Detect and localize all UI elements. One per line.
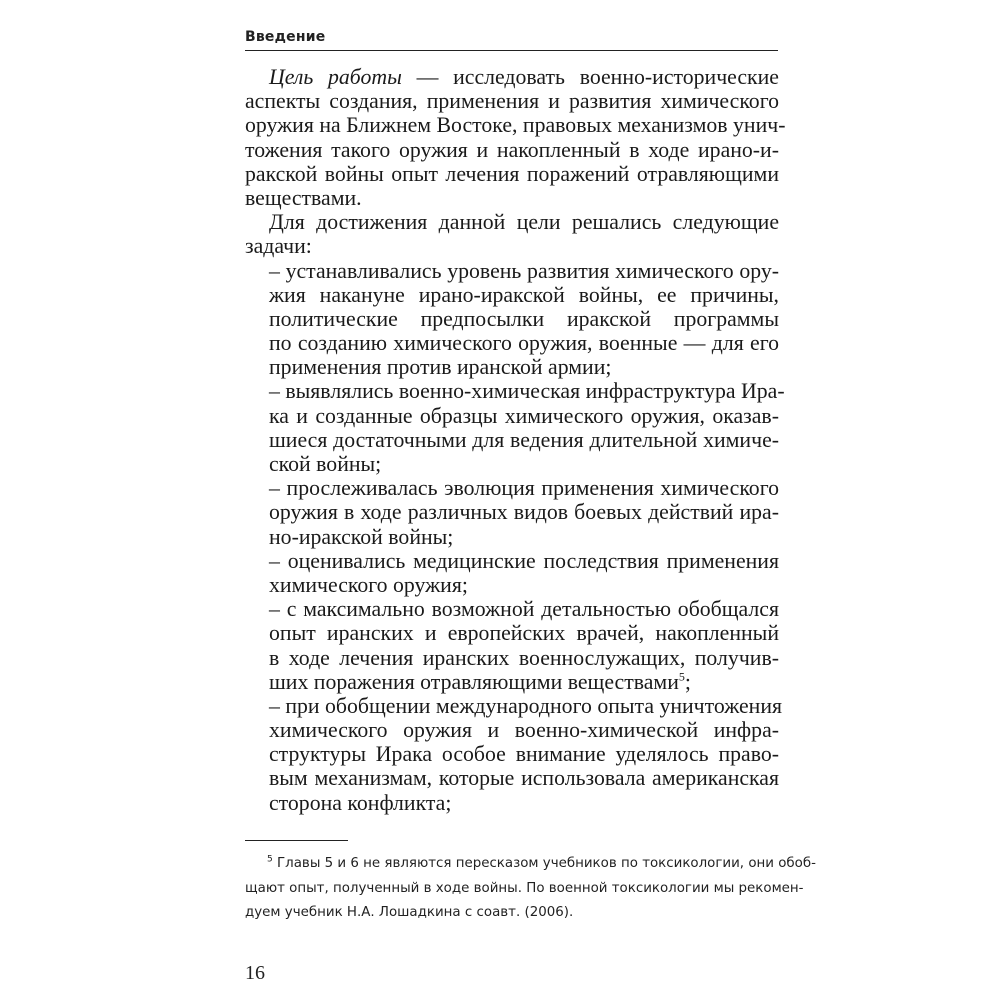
footnote-line <box>245 852 816 877</box>
list-item-text: ших поражения отравляющими веществами <box>269 669 679 694</box>
page-number: 16 <box>245 962 265 984</box>
paragraph-line: ракской войны опыт лечения поражений отравляющими <box>245 161 779 186</box>
list-item-line: но-иракской войны; <box>269 524 454 549</box>
list-item-tail: ; <box>684 669 691 694</box>
list-item-line: жия накануне ирано-иракской войны, ее причины, <box>269 282 779 307</box>
header-rule <box>245 50 778 51</box>
footnote-text: Главы 5 и 6 не являются пересказом учебников по токсикологии, они обоб- <box>272 856 816 871</box>
list-item-line: опыт иранских и европейских врачей, накопленный <box>269 621 779 646</box>
list-item-line: – прослеживалась эволюция применения химического <box>269 476 779 501</box>
list-item-line: ской войны; <box>269 452 382 476</box>
list-item-line: политические предпосылки иракской программы <box>269 306 779 331</box>
paragraph-line <box>245 65 779 89</box>
footnote <box>245 852 816 926</box>
footnote-line: дуем учебник Н.А. Лошадкина с соавт. (2006). <box>245 905 574 921</box>
paragraph-line: задачи: <box>245 234 312 259</box>
footnote-marker: 5 <box>267 854 273 865</box>
list-item-line: – устанавливались уровень развития химического ору- <box>269 258 779 283</box>
list-item-line: применения против иранской армии; <box>269 355 612 380</box>
list-item-line <box>245 670 779 694</box>
list-item-line: – оценивались медицинские последствия применения <box>269 548 779 573</box>
paragraph-line: тожения такого оружия и накопленный в ходе ирано-и- <box>245 137 779 162</box>
paragraph-line: веществами. <box>245 185 362 210</box>
italic-lead: Цель работы <box>269 65 402 89</box>
paragraph-line: аспекты создания, применения и развития химического <box>245 89 779 114</box>
footnote-reference: 5 <box>678 669 685 684</box>
paragraph-text: — исследовать военно-исторические <box>401 65 779 89</box>
list-item-line: химического оружия и военно-химической инфра- <box>269 718 779 743</box>
list-item-line: – при обобщении международного опыта уничтожения <box>269 693 783 718</box>
paragraph-line: Для достижения данной цели решались следующие <box>269 210 779 235</box>
list-item-line: вым механизмам, которые использовала американская <box>269 766 779 791</box>
footnote-rule <box>245 840 348 841</box>
list-item-line: – выявлялись военно-химическая инфраструктура Ира- <box>269 379 785 404</box>
list-item-line: оружия в ходе различных видов боевых действий ира- <box>269 500 779 525</box>
list-item-line: химического оружия; <box>269 572 468 597</box>
list-item-line: шиеся достаточными для ведения длительной химиче- <box>269 427 779 452</box>
list-item-line: в ходе лечения иранских военнослужащих, получив- <box>269 645 779 670</box>
list-item-line: – с максимально возможной детальностью обобщался <box>269 597 779 622</box>
list-item-line: структуры Ирака особое внимание уделялось право- <box>269 742 779 767</box>
paragraph-line: оружия на Ближнем Востоке, правовых механизмов унич- <box>245 113 786 138</box>
list-item-line: по созданию химического оружия, военные — для его <box>269 331 779 356</box>
body-text <box>245 65 786 815</box>
running-head: Введение <box>245 29 326 45</box>
list-item-line: сторона конфликта; <box>269 790 452 815</box>
footnote-line: щают опыт, полученный в ходе войны. По военной токсикологии мы рекомен- <box>245 880 804 896</box>
list-item-line: ка и созданные образцы химического оружия, оказав- <box>269 403 779 428</box>
